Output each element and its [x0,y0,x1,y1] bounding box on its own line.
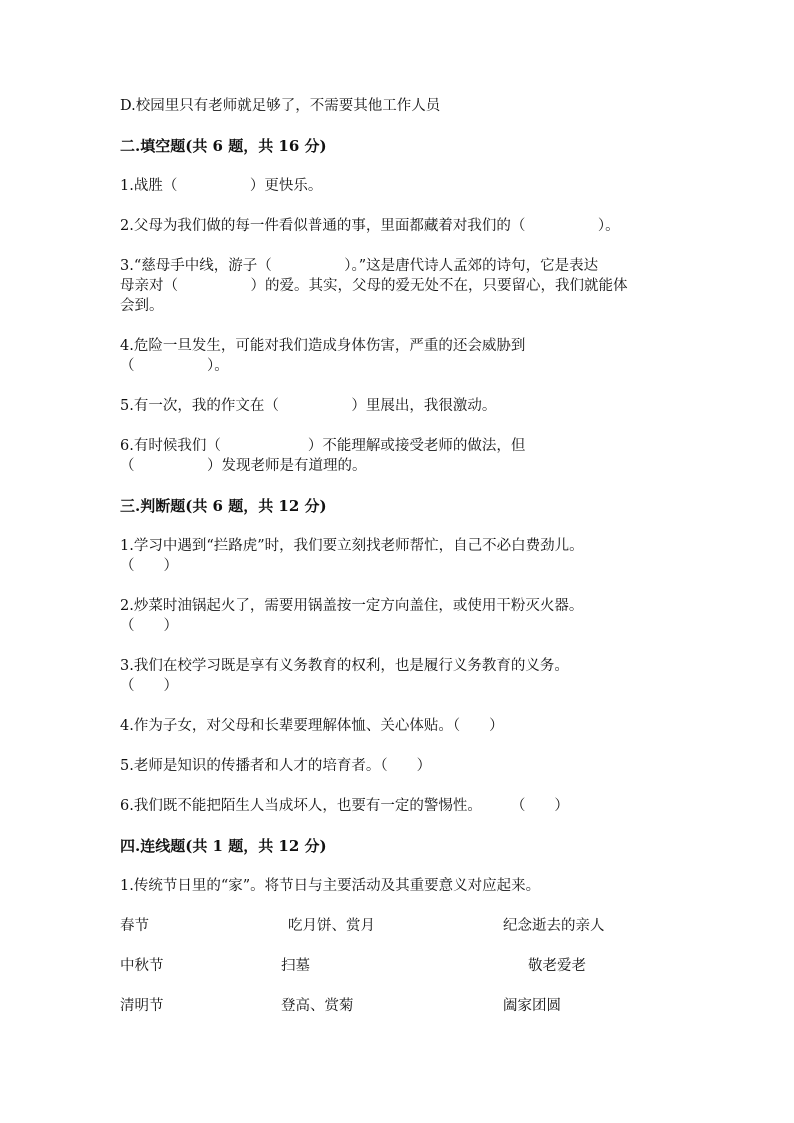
judge-question-5: 5.老师是知识的传播者和人才的培育者。（ ） [120,758,432,774]
judge-question-1-line-1: 1.学习中遇到“拦路虎”时，我们要立刻找老师帮忙，自己不必白费劲儿。 [120,538,584,554]
judge-question-2-answer: （ ） [120,618,178,634]
section-2-heading: 二.填空题(共 6 题，共 16 分) [120,137,327,155]
activity-mooncake: 吃月饼、赏月 [288,918,375,934]
fill-question-5: 5.有一次，我的作文在（ ）里展出，我很激动。 [120,398,497,414]
judge-question-1-answer: （ ） [120,558,178,574]
option-d-text: D.校园里只有老师就足够了，不需要其他工作人员 [120,98,441,114]
fill-question-3-line-1: 3.“慈母手中线，游子（ ）。”这是唐代诗人孟郊的诗句，它是表达 [120,258,599,274]
activity-climbing: 登高、赏菊 [281,998,354,1014]
fill-question-1: 1.战胜（ ）更快乐。 [120,178,323,194]
meaning-reunion: 阖家团圆 [503,998,561,1014]
meaning-respect-elders: 敬老爱老 [528,958,586,974]
judge-question-3-line-1: 3.我们在校学习既是享有义务教育的权利，也是履行义务教育的义务。 [120,658,569,674]
festival-mid-autumn: 中秋节 [120,958,164,974]
fill-question-4-line-2: （ ）。 [120,358,229,374]
judge-question-3-answer: （ ） [120,678,178,694]
festival-qingming: 清明节 [120,998,164,1014]
fill-question-4-line-1: 4.危险一旦发生，可能对我们造成身体伤害，严重的还会威胁到 [120,338,526,354]
judge-question-4: 4.作为子女，对父母和长辈要理解体恤、关心体贴。（ ） [120,718,504,734]
judge-question-6: 6.我们既不能把陌生人当成坏人，也要有一定的警惕性。 （ ） [120,798,569,814]
matching-question-1: 1.传统节日里的“家”。将节日与主要活动及其重要意义对应起来。 [120,878,541,894]
festival-spring: 春节 [120,918,149,934]
judge-question-2-line-1: 2.炒菜时油锅起火了，需要用锅盖按一定方向盖住，或使用干粉灭火器。 [120,598,584,614]
meaning-remember: 纪念逝去的亲人 [503,918,605,934]
fill-question-3-line-3: 会到。 [120,298,164,314]
fill-question-3-line-2: 母亲对（ ）的爱。其实，父母的爱无处不在，只要留心，我们就能体 [120,278,628,294]
fill-question-6-line-2: （ ）发现老师是有道理的。 [120,458,367,474]
section-3-heading: 三.判断题(共 6 题，共 12 分) [120,497,327,515]
fill-question-2: 2.父母为我们做的每一件看似普通的事，里面都藏着对我们的（ ）。 [120,218,620,234]
fill-question-6-line-1: 6.有时候我们（ ）不能理解或接受老师的做法，但 [120,438,526,454]
section-4-heading: 四.连线题(共 1 题，共 12 分) [120,837,327,855]
activity-tomb-sweeping: 扫墓 [281,958,310,974]
